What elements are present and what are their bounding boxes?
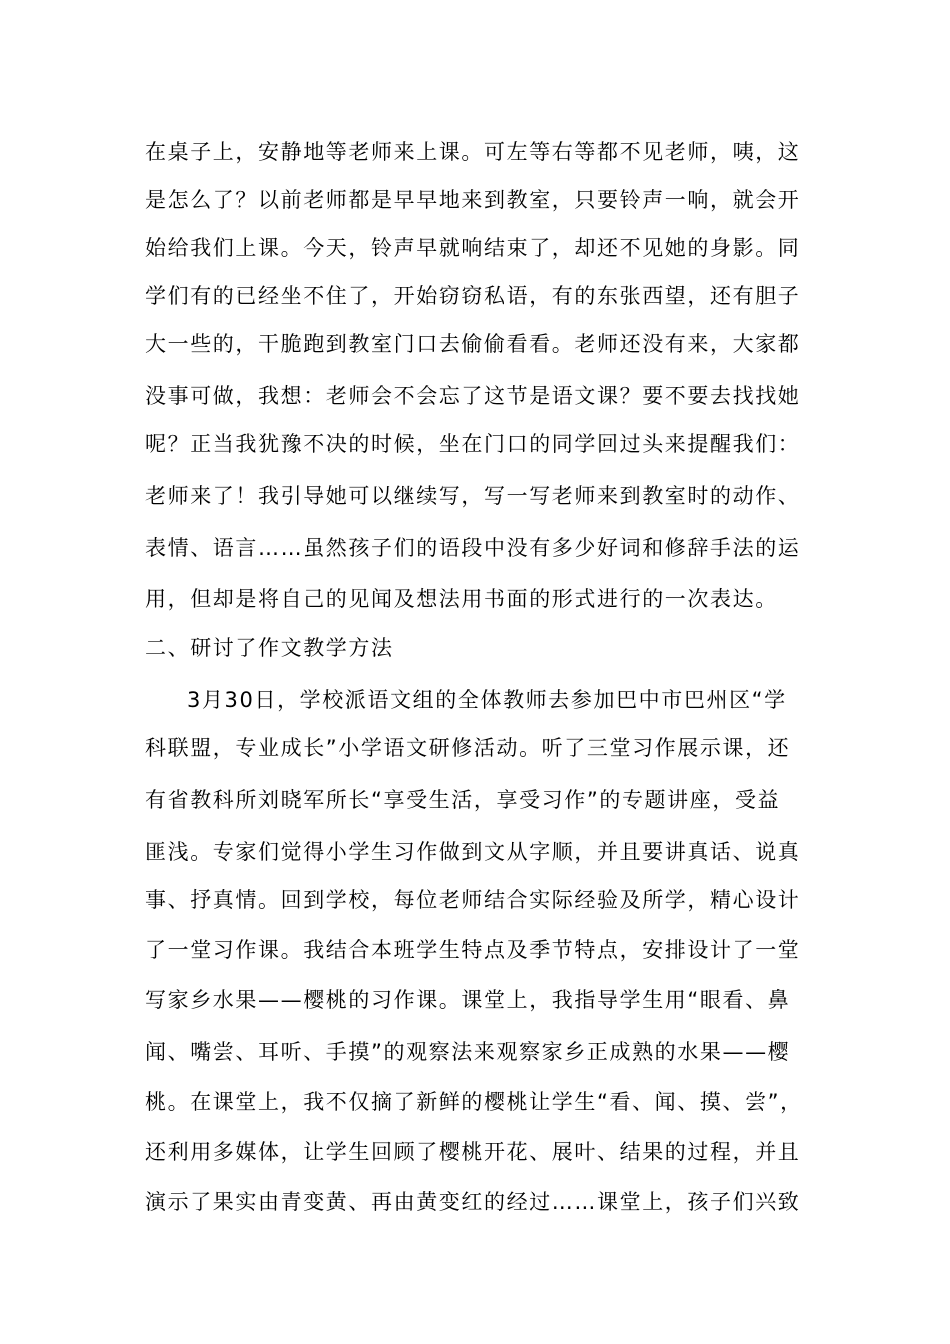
text-line: 桃。在课堂上，我不仅摘了新鲜的樱桃让学生“看、闻、摸、尝”， [145, 1090, 803, 1114]
text-line: 呢？正当我犹豫不决的时候，坐在门口的同学回过头来提醒我们： [145, 432, 801, 456]
text-line: 是怎么了？以前老师都是早早地来到教室，只要铃声一响，就会开 [145, 188, 801, 212]
text-line: 事、抒真情。回到学校，每位老师结合实际经验及所学，精心设计 [145, 888, 801, 912]
text-line: 科联盟，专业成长”小学语文研修活动。听了三堂习作展示课，还 [145, 736, 791, 760]
text-line: 用，但却是将自己的见闻及想法用书面的形式进行的一次表达。 [145, 587, 778, 611]
text-line: 演示了果实由青变黄、再由黄变红的经过……课堂上，孩子们兴致 [145, 1190, 801, 1214]
text-line: 没事可做，我想：老师会不会忘了这节是语文课？要不要去找找她 [145, 384, 801, 408]
text-line: 写家乡水果——樱桃的习作课。课堂上，我指导学生用“眼看、鼻 [145, 988, 791, 1012]
text-line: 老师来了！我引导她可以继续写，写一写老师来到教室时的动作、 [145, 484, 801, 508]
text-line: 大一些的，干脆跑到教室门口去偷偷看看。老师还没有来，大家都 [145, 332, 801, 356]
text-line: 3月30日，学校派语文组的全体教师去参加巴中市巴州区“学 [187, 688, 787, 712]
text-line: 始给我们上课。今天，铃声早就响结束了，却还不见她的身影。同 [145, 236, 801, 260]
text-line: 在桌子上，安静地等老师来上课。可左等右等都不见老师，咦，这 [145, 140, 801, 164]
text-line: 还利用多媒体，让学生回顾了樱桃开花、展叶、结果的过程，并且 [145, 1140, 801, 1164]
text-line: 学们有的已经坐不住了，开始窃窃私语，有的东张西望，还有胆子 [145, 284, 801, 308]
text-line: 有省教科所刘晓军所长“享受生活，享受习作”的专题讲座，受益 [145, 788, 781, 812]
text-line: 匪浅。专家们觉得小学生习作做到文从字顺，并且要讲真话、说真 [145, 840, 801, 864]
text-line: 闻、嘴尝、耳听、手摸”的观察法来观察家乡正成熟的水果——樱 [145, 1040, 791, 1064]
text-line: 表情、语言……虽然孩子们的语段中没有多少好词和修辞手法的运 [145, 536, 801, 560]
text-line: 了一堂习作课。我结合本班学生特点及季节特点，安排设计了一堂 [145, 938, 801, 962]
section-heading: 二、研讨了作文教学方法 [145, 636, 394, 660]
